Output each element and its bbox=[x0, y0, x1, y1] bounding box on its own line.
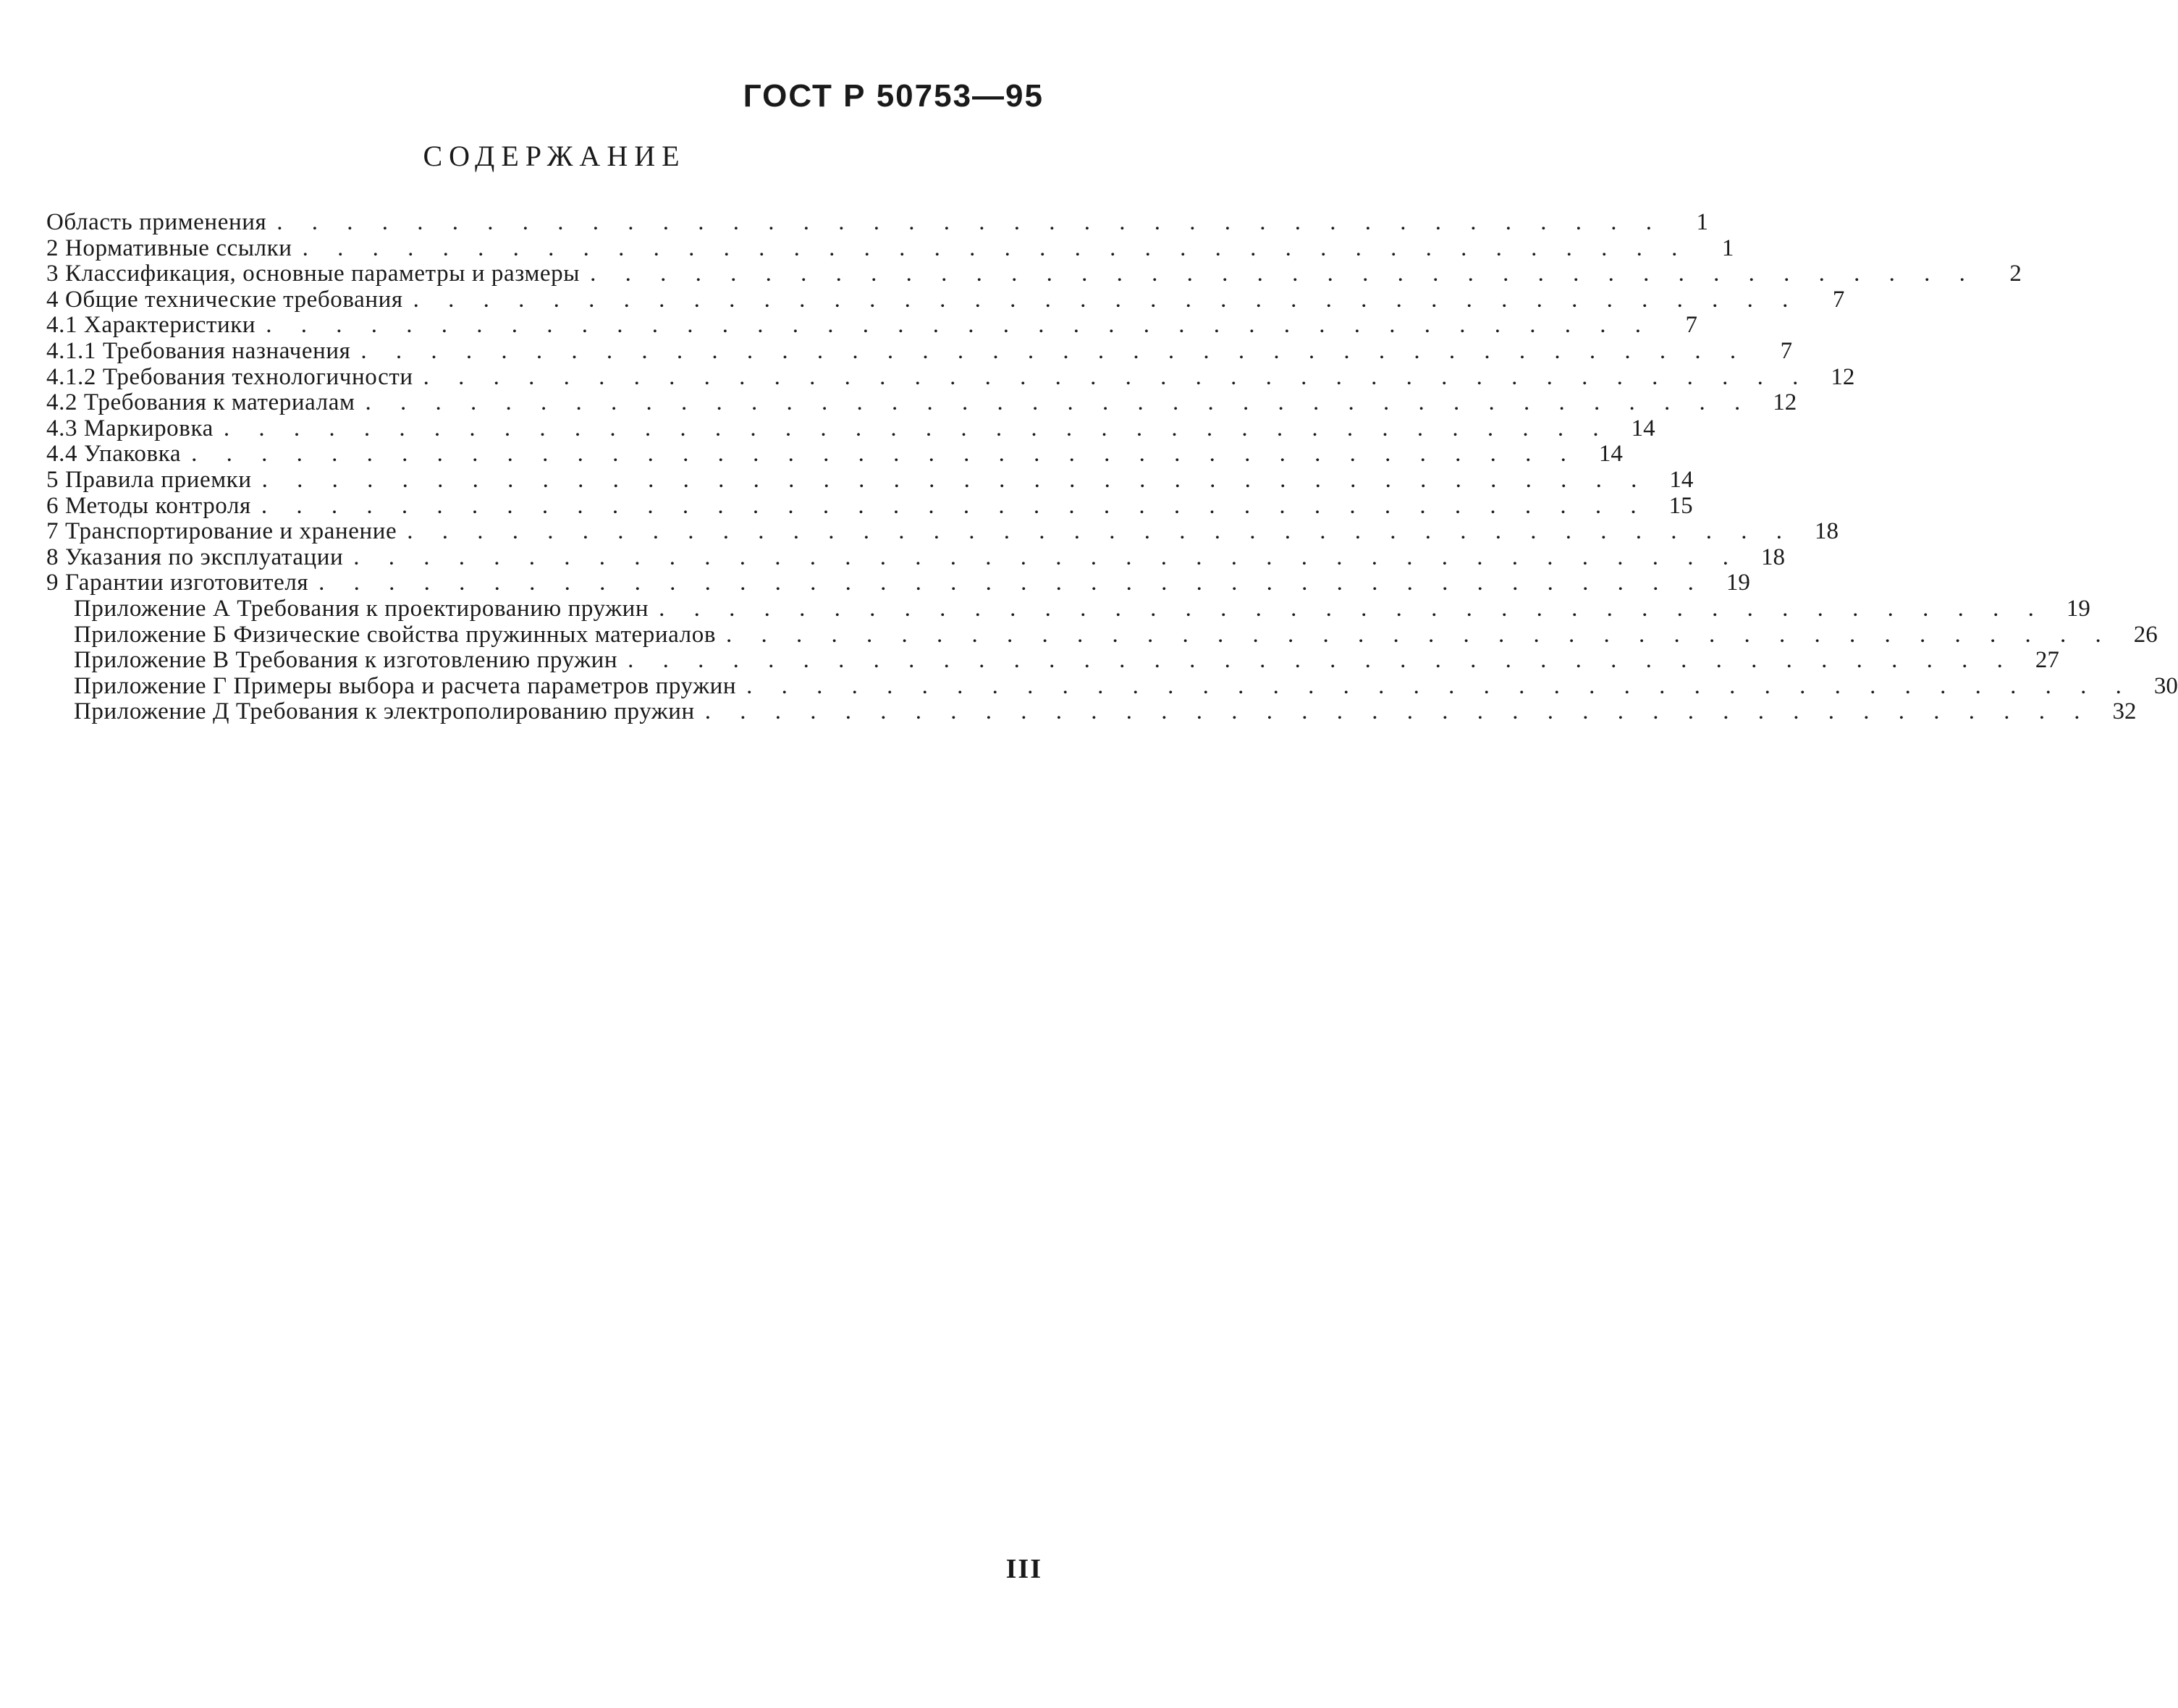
toc-dot-leader: . . . . . . . . . . . . . . . . . . . . . . . . . . . . . . . . . . . . . . . . bbox=[277, 209, 1663, 235]
toc-entry-annex-g[interactable] bbox=[46, 672, 2178, 700]
toc-entry-page: 14 bbox=[1598, 441, 1623, 468]
toc-entry-classification[interactable] bbox=[46, 261, 2022, 287]
toc-dot-leader: . . . . . . . . . . . . . . . . . . . . . . . . . . . . . . . . . . . . . . . . bbox=[266, 312, 1653, 339]
toc-entry-page: 12 bbox=[1773, 389, 1797, 416]
toc-entry-label: 6 Методы контроля bbox=[46, 492, 251, 519]
toc-entry-packaging[interactable] bbox=[46, 441, 1623, 468]
toc-dot-leader: . . . . . . . . . . . . . . . . . . . . . . . . . . . . . . . . . . . . . . . . bbox=[191, 441, 1578, 468]
toc-entry-page: 2 bbox=[2009, 261, 2022, 287]
toc-entry-label: 4.4 Упаковка bbox=[46, 441, 182, 468]
toc-entry-label: Приложение А Требования к проектированию пружин bbox=[74, 595, 649, 622]
standard-code: ГОСТ Р 50753—95 bbox=[743, 78, 1044, 114]
toc-entry-label: Приложение В Требования к изготовлению пружин bbox=[74, 647, 618, 674]
toc-entry-label: Приложение Д Требования к электрополированию пружин bbox=[74, 698, 695, 725]
toc-dot-leader: . . . . . . . . . . . . . . . . . . . . . . . . . . . . . . . . . . . . . . . . bbox=[223, 415, 1611, 441]
toc-entry-page: 19 bbox=[2066, 595, 2090, 622]
toc-dot-leader: . . . . . . . . . . . . . . . . . . . . . . . . . . . . . . . . . . . . . . . . bbox=[746, 672, 2133, 699]
toc-entry-annex-b[interactable] bbox=[46, 621, 2158, 648]
toc-entry-annex-d[interactable] bbox=[46, 698, 2137, 725]
toc-entry-page: 27 bbox=[2035, 647, 2059, 674]
toc-entry-manufacturer-warranty[interactable] bbox=[46, 570, 1750, 596]
toc-entry-page: 1 bbox=[1696, 209, 1708, 235]
toc-entry-purpose-requirements[interactable] bbox=[46, 337, 1793, 365]
toc-dot-leader: . . . . . . . . . . . . . . . . . . . . . . . . . . . . . . . . . . . . . . . . bbox=[365, 389, 1752, 416]
toc-entry-label: 4.2 Требования к материалам bbox=[46, 389, 355, 416]
toc-entry-page: 14 bbox=[1631, 415, 1655, 441]
toc-entry-label: Приложение Г Примеры выбора и расчета параметров пружин bbox=[74, 672, 737, 699]
toc-entry-page: 1 bbox=[1721, 234, 1734, 261]
toc-dot-leader: . . . . . . . . . . . . . . . . . . . . . . . . . . . . . . . . . . . . . . . . bbox=[360, 337, 1748, 364]
toc-dot-leader: . . . . . . . . . . . . . . . . . . . . . . . . . . . . . . . . . . . . . . . . bbox=[261, 466, 1649, 493]
toc-entry-page: 32 bbox=[2112, 698, 2137, 725]
toc-entry-normative-references[interactable] bbox=[46, 234, 1734, 262]
toc-entry-page: 7 bbox=[1832, 286, 1845, 313]
toc-title: СОДЕРЖАНИЕ bbox=[423, 140, 686, 172]
toc-dot-leader: . . . . . . . . . . . . . . . . . . . . . . . . . . . . . . . . . . . . . . . . bbox=[590, 261, 1977, 287]
toc-entry-transport-storage[interactable] bbox=[46, 518, 1839, 545]
toc-dot-leader: . . . . . . . . . . . . . . . . . . . . . . . . . . . . . . . . . . . . . . . . bbox=[318, 570, 1705, 596]
toc-entry-manufacturability-requirements[interactable] bbox=[46, 363, 1855, 391]
toc-entry-page: 15 bbox=[1668, 492, 1693, 519]
table-of-contents bbox=[46, 209, 2178, 725]
toc-entry-acceptance-rules[interactable] bbox=[46, 466, 1694, 494]
toc-dot-leader: . . . . . . . . . . . . . . . . . . . . . . . . . . . . . . . . . . . . . . . . bbox=[726, 621, 2113, 648]
toc-entry-label: 2 Нормативные ссылки bbox=[46, 234, 292, 261]
toc-entry-page: 18 bbox=[1815, 518, 1839, 545]
toc-entry-annex-v[interactable] bbox=[46, 647, 2059, 674]
toc-entry-label: 5 Правила приемки bbox=[46, 466, 252, 493]
toc-entry-operating-instructions[interactable] bbox=[46, 544, 1786, 571]
toc-dot-leader: . . . . . . . . . . . . . . . . . . . . . . . . . . . . . . . . . . . . . . . . bbox=[423, 363, 1810, 390]
page-number: III bbox=[1005, 1554, 1042, 1584]
toc-dot-leader: . . . . . . . . . . . . . . . . . . . . . . . . . . . . . . . . . . . . . . . . bbox=[353, 544, 1741, 570]
toc-entry-annex-a[interactable] bbox=[46, 595, 2090, 622]
toc-dot-leader: . . . . . . . . . . . . . . . . . . . . . . . . . . . . . . . . . . . . . . . . bbox=[261, 492, 1648, 519]
toc-entry-test-methods[interactable] bbox=[46, 492, 1693, 520]
toc-entry-label: 4.3 Маркировка bbox=[46, 415, 214, 441]
toc-entry-label: Область применения bbox=[46, 209, 267, 235]
toc-dot-leader: . . . . . . . . . . . . . . . . . . . . . . . . . . . . . . . . . . . . . . . . bbox=[659, 595, 2046, 622]
toc-entry-scope[interactable] bbox=[46, 209, 1708, 236]
toc-entry-label: 4.1.2 Требования технологичности bbox=[46, 363, 413, 390]
toc-entry-characteristics[interactable] bbox=[46, 312, 1697, 339]
toc-entry-label: 8 Указания по эксплуатации bbox=[46, 544, 344, 570]
toc-entry-material-requirements[interactable] bbox=[46, 389, 1797, 416]
toc-entry-page: 30 bbox=[2153, 672, 2178, 699]
toc-entry-label: 7 Транспортирование и хранение bbox=[46, 518, 397, 545]
toc-entry-page: 26 bbox=[2133, 621, 2158, 648]
toc-entry-page: 14 bbox=[1669, 466, 1694, 493]
toc-entry-page: 18 bbox=[1761, 544, 1786, 570]
toc-entry-marking[interactable] bbox=[46, 415, 1655, 442]
toc-dot-leader: . . . . . . . . . . . . . . . . . . . . . . . . . . . . . . . . . . . . . . . . bbox=[704, 698, 2092, 725]
toc-entry-label: 4.1.1 Требования назначения bbox=[46, 337, 351, 364]
toc-dot-leader: . . . . . . . . . . . . . . . . . . . . . . . . . . . . . . . . . . . . . . . . bbox=[413, 286, 1800, 313]
toc-entry-general-requirements[interactable] bbox=[46, 286, 1845, 313]
toc-entry-page: 12 bbox=[1831, 363, 1855, 390]
toc-entry-label: 3 Классификация, основные параметры и размеры bbox=[46, 261, 581, 287]
toc-dot-leader: . . . . . . . . . . . . . . . . . . . . . . . . . . . . . . . . . . . . . . . . bbox=[407, 518, 1794, 545]
toc-entry-page: 7 bbox=[1685, 312, 1697, 339]
toc-entry-label: 4 Общие технические требования bbox=[46, 286, 403, 313]
toc-entry-page: 19 bbox=[1726, 570, 1750, 596]
toc-dot-leader: . . . . . . . . . . . . . . . . . . . . . . . . . . . . . . . . . . . . . . . . bbox=[628, 647, 2014, 674]
toc-entry-label: 4.1 Характеристики bbox=[46, 312, 256, 339]
toc-dot-leader: . . . . . . . . . . . . . . . . . . . . . . . . . . . . . . . . . . . . . . . . bbox=[302, 234, 1689, 261]
toc-entry-label: 9 Гарантии изготовителя bbox=[46, 570, 309, 596]
toc-entry-label: Приложение Б Физические свойства пружинных материалов bbox=[74, 621, 717, 648]
toc-entry-page: 7 bbox=[1780, 337, 1793, 364]
